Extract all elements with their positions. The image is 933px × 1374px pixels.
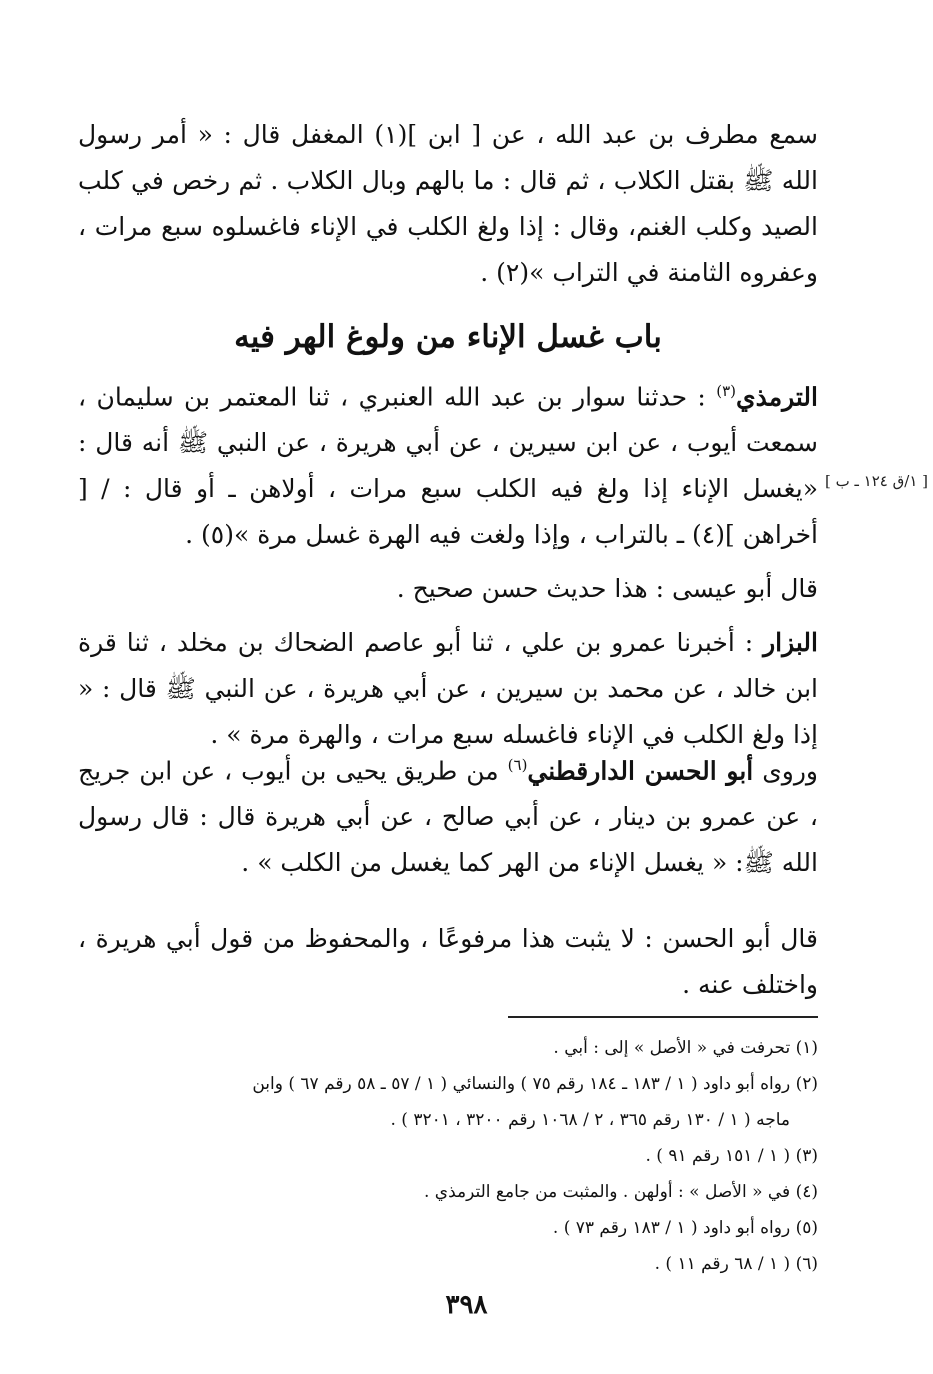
para5-text: من طريق يحيى بن أيوب ، عن ابن جريج ، عن عمرو بن دينار ، عن أبي صالح ، عن أبي هريرة قال : قال رسول الله ﷺ: « يغسل الإناء من الهر كما يغسل من الكلب » . <box>78 756 818 878</box>
footnote-2: (٢) رواه أبو داود ( ١ / ١٨٣ ـ ١٨٤ رقم ٧٥ ) والنسائي ( ١ / ٥٧ ـ ٥٨ رقم ٦٧ ) وابن <box>252 1074 818 1094</box>
paragraph-tirmidhi <box>78 368 818 558</box>
manuscript-folio-note: [ ١/ق ١٢٤ ـ ب ] <box>825 472 928 490</box>
footnote-3: (٣) ( ١ / ١٥١ رقم ٩١ ) . <box>645 1146 818 1166</box>
para2-text: : حدثنا سوار بن عبد الله العنبري ، ثنا المعتمر بن سليمان ، سمعت أيوب ، عن ابن سيرين ، عن أبي هريرة ، عن النبي ﷺ أنه قال : «يغسل الإناء إذا ولغ فيه الكلب سبع مرات ، أولاهن ـ أو قال : / [ أخراهن ](٤) ـ بالتراب ، وإذا ولغت فيه الهرة غسل مرة »(٥) . <box>78 382 818 550</box>
daraqutni-name: أبو الحسن الدارقطني <box>527 756 754 786</box>
page-number: ٣٩٨ <box>445 1290 488 1320</box>
footnote-5: (٥) رواه أبو داود ( ١ / ١٨٣ رقم ٧٣ ) . <box>552 1218 818 1238</box>
footnote-6: (٦) ( ١ / ٦٨ رقم ١١ ) . <box>654 1254 818 1274</box>
paragraph-abu-al-hasan <box>78 916 818 1008</box>
footnote-1: (١) تحرفت في « الأصل » إلى : أبي . <box>553 1038 818 1058</box>
footnote-2-continued: ماجه ( ١ / ١٣٠ رقم ٣٦٥ ، ٢ / ١٠٦٨ رقم ٣٢٠٠ ، ٣٢٠١ ) . <box>390 1110 790 1130</box>
para5-lead: وروى <box>753 756 818 786</box>
chapter-heading: باب غسل الإناء من ولوغ الهر فيه <box>234 319 662 355</box>
paragraph-bazzar <box>78 620 818 758</box>
footnote-separator <box>508 1016 818 1018</box>
bazzar-name: البزار <box>763 628 818 657</box>
paragraph-abu-isa <box>78 566 818 612</box>
para6-text: قال أبو الحسن : لا يثبت هذا مرفوعًا ، والمحفوظ من قول أبي هريرة ، واختلف عنه . <box>78 924 818 999</box>
footnote-ref-3: (٣) <box>716 382 737 400</box>
footnotes <box>60 1030 818 1282</box>
paragraph-daraqutni <box>78 742 818 886</box>
paragraph-hadith-mughaffal <box>78 112 818 296</box>
para4-text: : أخبرنا عمرو بن علي ، ثنا أبو عاصم الضحاك بن مخلد ، ثنا قرة ابن خالد ، عن محمد بن سيرين ، عن أبي هريرة ، عن النبي ﷺ قال : « إذا ولغ الكلب في الإناء فاغسله سبع مرات ، والهرة مرة » . <box>78 628 818 749</box>
tirmidhi-name: الترمذي <box>736 382 818 412</box>
para1-text: سمع مطرف بن عبد الله ، عن [ ابن ](١) المغفل قال : « أمر رسول الله ﷺ بقتل الكلاب ، ثم قال : ما بالهم وبال الكلاب . ثم رخص في كلب الصيد وكلب الغنم، وقال : إذا ولغ الكلب في الإناء فاغسلوه سبع مرات ، وعفروه الثامنة في التراب »(٢) . <box>78 120 818 287</box>
para3-text: قال أبو عيسى : هذا حديث حسن صحيح . <box>396 574 818 603</box>
footnote-4: (٤) في « الأصل » : أولهن . والمثبت من جامع الترمذي . <box>423 1182 818 1202</box>
footnote-ref-6: (٦) <box>507 756 528 774</box>
